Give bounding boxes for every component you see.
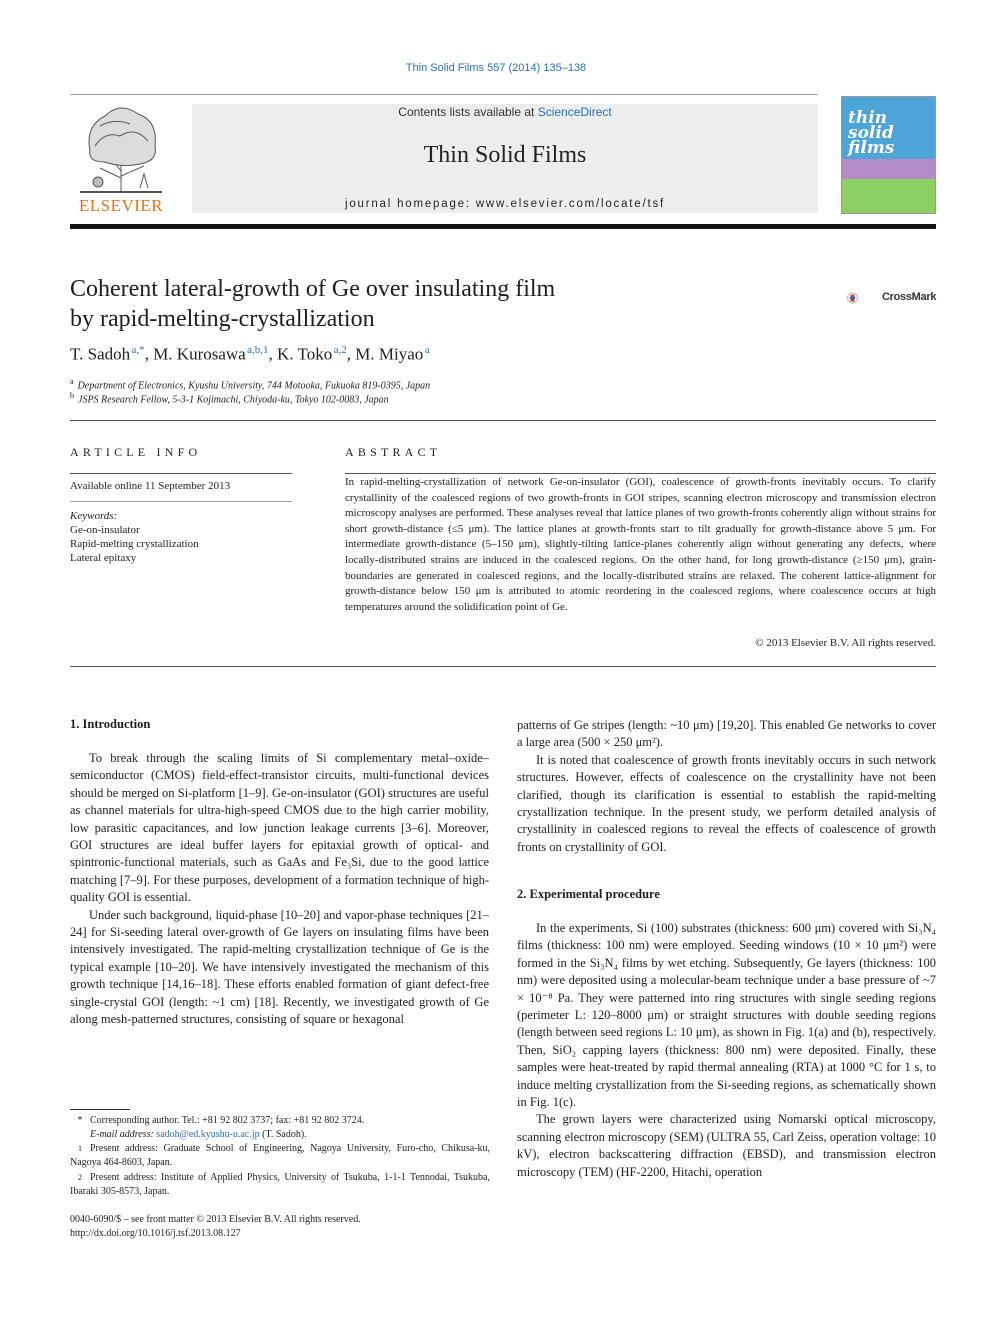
sciencedirect-link[interactable]: ScienceDirect (537, 105, 612, 119)
keyword-item: Rapid-melting crystallization (70, 538, 199, 550)
journal-title: Thin Solid Films (423, 142, 587, 168)
intro-paragraph-3: patterns of Ge stripes (length: ~10 μm) [19,20]. This enabled Ge networks to cover a large area (500 × 250 μm²). (517, 718, 936, 750)
author-4[interactable]: M. Miyao (355, 344, 424, 364)
affiliation-divider (70, 420, 936, 421)
crossmark-label[interactable]: CrossMark (882, 291, 937, 303)
footnote-corresponding: * Corresponding author. Tel.: +81 92 802 3737; fax: +81 92 802 3724. (77, 1115, 365, 1126)
email-link[interactable]: sadoh@ed.kyushu-u.ac.jp (156, 1129, 260, 1140)
intro-paragraph-4: It is noted that coalescence of growth fronts inevitably occurs in such network structures. However, effects of coalescence on the crystallinity have not been clarified, though its clarification is essential to establish the rapid-melting crystallization technique. In the present study, we perform detailed analysis of crystallinity in coalesced regions to reveal the effects of coalescence of growth fronts on crystallinity of GOI. (517, 752, 936, 854)
keyword-item: Lateral epitaxy (70, 552, 137, 564)
author-3[interactable]: K. Toko (277, 344, 333, 364)
author-4-affil[interactable]: a (424, 344, 430, 356)
article-info-label: ARTICLE INFO (70, 445, 202, 459)
keyword-item: Ge-on-insulator (70, 524, 140, 536)
paper-title (70, 274, 690, 334)
journal-cover-thumbnail[interactable] (841, 96, 936, 214)
abstract-divider (70, 666, 936, 667)
cover-title: thin solid films (848, 108, 895, 158)
author-3-affil[interactable]: a,2 (333, 344, 347, 356)
crossmark-icon[interactable] (846, 281, 882, 315)
experimental-paragraph-2: The grown layers were characterized using Nomarski optical microscopy, scanning electron microscopy (SEM) (ULTRA 55, Carl Zeiss, operation voltage: 10 kV), electron backscattering diffraction (EBSD), and transmission electron microscopy (TEM) (HF-2200, Hitachi, operation (517, 1112, 936, 1179)
author-1[interactable]: T. Sadoh (70, 344, 131, 364)
experimental-paragraph-1: In the experiments, Si (100) substrates (thickness: 600 μm) covered with Si₃N₄ films (thickness: 100 nm) were employed. Seeding windows (10 × 10 μm²) were formed in the Si₃N₄ films by wet etching. Subsequently, Ge layers (thickness: 100 nm) were deposited using a molecular-beam technique under a base pressure of ~7 × 10⁻⁸ Pa. They were patterned into ring structures with single seeding regions (perimeter L: 120–8000 μm) or straight structures with double seeding regions (length between seed regions L: 10 μm), as shown in Fig. 1(a) and (b), respectively. Then, SiO₂ capping layers (thickness: 800 nm) were deposited. Finally, these samples were heat-treated by rapid thermal annealing (RTA) at 1000 °C for 1 s, to induce melting crystallization from the Si-seeding regions, as schematically shown in Fig. 1(c). (517, 921, 936, 1110)
title-line-2: by rapid-melting-crystallization (70, 306, 375, 332)
footnote-email: E-mail address: sadoh@ed.kyushu-u.ac.jp (T. Sadoh). (90, 1129, 307, 1140)
section-heading-introduction: 1. Introduction (70, 717, 151, 731)
footnote-rule (70, 1109, 130, 1110)
footnote-2: 2 Present address: Institute of Applied Physics, University of Tsukuba, 1-1-1 Tennodai, Tsukuba, Ibaraki 305-8573, Japan. (70, 1172, 490, 1197)
author-2[interactable]: M. Kurosawa (153, 344, 246, 364)
author-1-affil[interactable]: a,* (131, 344, 145, 356)
intro-paragraph-1: To break through the scaling limits of Si complementary metal–oxide–semiconductor (CMOS) field-effect-transistor circuits, multi-functional devices should be merged on Si-platform [1–9]. Ge-on-insulator (GOI) structures are useful as channel materials for ultra-high-speed CMOS due to the high carrier mobility, low parasitic capacitances, and low junction leakage currents [3–6]. Moreover, GOI structures are ideal buffer layers for epitaxial growth of optical- and spintronic-functional materials, such as GaAs and Fe₃Si, due to the good lattice matching [7–9]. For these purposes, development of a formation technique of high-quality GOI is essential. (70, 751, 489, 905)
intro-paragraph-2: Under such background, liquid-phase [10–20] and vapor-phase techniques [21–24] for Si-seeding lateral over-growth of Ge layers on insulating films have been intensively investigated. The rapid-melting crystallization technique of Ge is the typical example [10–20]. We have intensively investigated the mechanism of this growth technique [14,16–18]. These efforts enabled formation of giant defect-free single-crystal GOI (length: ~1 cm) [18]. Recently, we investigated growth of Ge along mesh-patterned structures, consisting of square or hexagonal (70, 907, 489, 1027)
contents-prefix: Contents lists available at (398, 105, 538, 119)
affiliation-a: $^a$ Department of Electronics, Kyushu University, 744 Motooka, Fukuoka 819-0395, Japan (70, 377, 431, 392)
author-2-affil[interactable]: a,b,1 (247, 344, 269, 356)
contents-line (192, 105, 818, 119)
front-matter: 0040-6090/$ – see front matter © 2013 Elsevier B.V. All rights reserved. (70, 1214, 361, 1225)
header-top-rule (70, 94, 818, 95)
header-divider (70, 224, 936, 229)
footnote-1: 1 Present address: Graduate School of Engineering, Nagoya University, Furo-cho, Chikusa-ku, Nagoya 464-8603, Japan. (70, 1143, 490, 1168)
experimental-column (517, 920, 936, 1181)
elsevier-wordmark: ELSEVIER (78, 196, 164, 215)
journal-citation[interactable]: Thin Solid Films 557 (2014) 135–138 (405, 62, 587, 74)
abstract-copyright: © 2013 Elsevier B.V. All rights reserved. (755, 637, 936, 649)
title-line-1: Coherent lateral-growth of Ge over insulating film (70, 276, 556, 302)
affiliation-b: $^b$ JSPS Research Fellow, 5-3-1 Kojimachi, Chiyoda-ku, Tokyo 102-0083, Japan (70, 391, 389, 406)
author-list: T. Sadoh $^{a,*}$, M. Kurosawa $^{a,b,1}$, K. Toko $^{a,2}$, M. Miyao $^a$ (70, 344, 430, 364)
doi-link[interactable]: http://dx.doi.org/10.1016/j.tsf.2013.08.127 (70, 1228, 241, 1239)
available-online: Available online 11 September 2013 (70, 480, 231, 492)
intro-right-column (517, 717, 936, 856)
section-heading-experimental: 2. Experimental procedure (517, 887, 660, 901)
abstract-label: ABSTRACT (345, 445, 442, 459)
abstract-text: In rapid-melting-crystallization of network Ge-on-insulator (GOI), coalescence of growth-fronts inevitably occurs. To clarify crystallinity of the coalesced regions of two growth-fronts in GOI stripes, scanning electron microscopy and transmission electron microscopy analyses are performed. These analyses reveal that lattice planes of two growth-fronts coherently align without strains for short growth-distance (≤5 μm). The lattice planes at growth-fronts start to tilt gradually for growth-distance above 5 μm. For intermediate growth-distance (5–150 μm), slightly-tilting lattice-planes coherently align without generating any defects, where locally-distributed strains are induced in the coalesced regions. On the other hand, for long growth-distance (≥150 μm), grain-boundaries are generated in coalesced regions, and the locally-distributed strains are relaxed. The coherent lattice-alignment for growth-distance below 150 μm is attributed to atomic reordering in the coalesced regions, where coalescence occurs at high temperatures around the solidification point of Ge. (345, 476, 936, 613)
intro-left-column (70, 750, 489, 1029)
keywords-label: Keywords: (70, 510, 118, 522)
journal-homepage[interactable]: journal homepage: www.elsevier.com/locate/tsf (344, 198, 666, 210)
